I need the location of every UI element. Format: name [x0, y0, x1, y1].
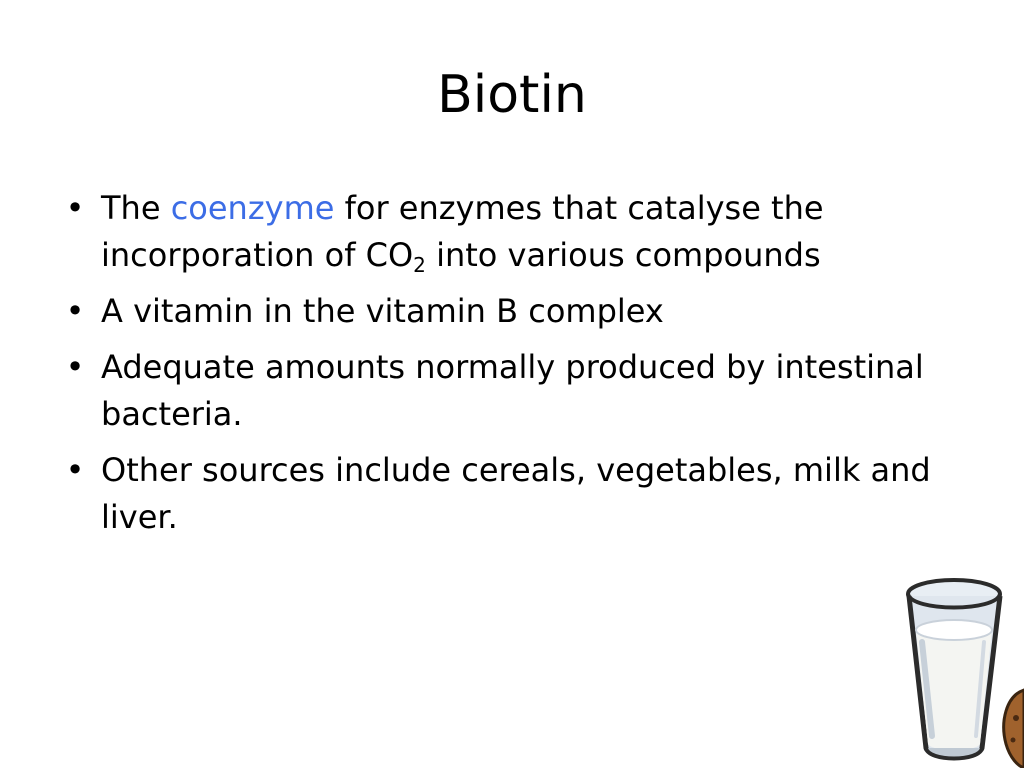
bullet-mark: • [65, 348, 85, 386]
bullet-mark: • [65, 189, 85, 227]
bullet-item-other-sources [60, 447, 960, 541]
bullet-list [60, 185, 960, 550]
bullet-text-start: The [101, 189, 171, 227]
bullet-text: A vitamin in the vitamin B complex [101, 292, 664, 330]
cookie-icon [1004, 690, 1024, 768]
coenzyme-term: coenzyme [170, 189, 335, 227]
bullet-mark: • [65, 451, 85, 489]
bullet-text: Other sources include cereals, vegetables, milk and liver. [101, 451, 931, 536]
milk-glass-icon [900, 572, 1024, 768]
slide-title: Biotin [437, 65, 587, 125]
bullet-item-coenzyme [60, 185, 960, 279]
bullet-text-end: into various compounds [425, 236, 821, 274]
bullet-text: Adequate amounts normally produced by intestinal bacteria. [101, 348, 924, 433]
co2-subscript: 2 [413, 253, 426, 277]
bullet-text-middle: for enzymes that catalyse the incorporation of CO [101, 189, 824, 274]
bullet-item-intestinal-bacteria [60, 344, 960, 438]
bullet-mark: • [65, 292, 85, 330]
bullet-item-vitamin-b [60, 288, 960, 335]
